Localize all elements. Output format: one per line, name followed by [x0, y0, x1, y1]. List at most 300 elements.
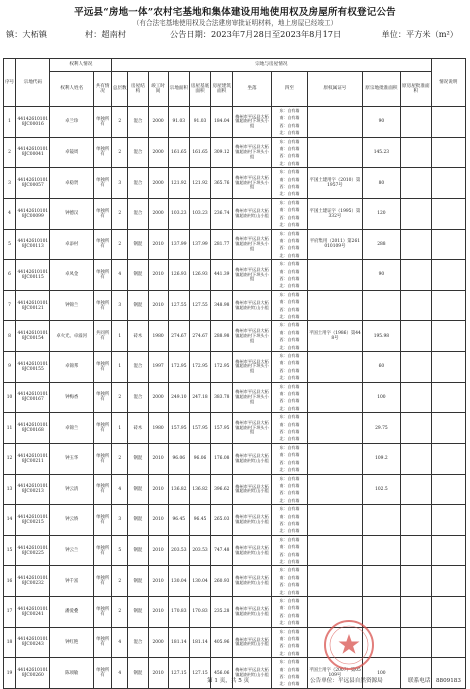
- boundary-direction-label: 南：: [279, 391, 288, 397]
- boundary-south-value: 自有墙: [287, 329, 300, 335]
- cell-boundary: [271, 260, 307, 291]
- cell-build-area: 281.77: [211, 229, 233, 260]
- boundary-direction-label: 北：: [279, 313, 288, 319]
- cell-location: 梅州市平远县大柘镇超南村红山小组: [233, 535, 271, 566]
- cell-note: [431, 535, 465, 566]
- header-note: 情况说明: [431, 59, 465, 107]
- cell-orig-house-area: [401, 505, 431, 536]
- cell-base-area: 130.04: [189, 566, 210, 597]
- cell-orig-area: 120: [362, 198, 400, 229]
- boundary-direction-label: 西：: [279, 184, 288, 190]
- cell-structure: 混合: [128, 382, 148, 413]
- boundary-west-value: 自有墙: [287, 367, 300, 373]
- cell-orig-area: 80: [362, 168, 400, 199]
- cell-build-area: 184.04: [211, 107, 233, 138]
- boundary-direction-label: 北：: [279, 283, 288, 289]
- boundary-direction-label: 南：: [279, 666, 288, 672]
- cell-boundary: [271, 566, 307, 597]
- cell-floors: 2: [112, 566, 128, 597]
- cell-orig-house-area: [401, 566, 431, 597]
- cell-orig-house-area: [401, 229, 431, 260]
- cell-base-area: 274.67: [189, 321, 210, 352]
- cell-code: 441426101018JC00041: [16, 137, 50, 168]
- boundary-south-value: 自有墙: [287, 666, 300, 672]
- boundary-west-value: 自有墙: [287, 122, 300, 128]
- boundary-east-value: 自有墙: [287, 598, 300, 603]
- boundary-direction-label: 北：: [279, 467, 288, 473]
- boundary-south-value: 自有墙: [287, 544, 300, 550]
- boundary-direction-label: 东：: [279, 414, 288, 420]
- cell-name: 卓凤金: [50, 260, 93, 291]
- table-row: [4, 597, 466, 628]
- cell-boundary: [271, 107, 307, 138]
- cell-structure: 钢混: [128, 474, 148, 505]
- cell-cert: [308, 566, 363, 597]
- boundary-south-value: 自有墙: [287, 636, 300, 642]
- cell-note: [431, 627, 465, 658]
- boundary-direction-label: 东：: [279, 138, 288, 144]
- cell-land-area: 136.82: [168, 474, 189, 505]
- cell-code: 441426101018JC00115: [16, 260, 50, 291]
- boundary-direction-label: 西：: [279, 582, 288, 588]
- boundary-east-value: 自有墙: [287, 659, 300, 665]
- cell-orig-area: 195.98: [362, 321, 400, 352]
- cell-land-area: 161.65: [168, 137, 189, 168]
- cell-boundary: [271, 505, 307, 536]
- cell-land-area: 91.03: [168, 107, 189, 138]
- cell-note: [431, 229, 465, 260]
- cell-floors: 2: [112, 198, 128, 229]
- boundary-west-value: 自有墙: [287, 153, 300, 159]
- table-row: [4, 443, 466, 474]
- cell-year: 2000: [148, 107, 168, 138]
- cell-floors: 3: [112, 505, 128, 536]
- cell-structure: 砖木: [128, 321, 148, 352]
- boundary-direction-label: 北：: [279, 589, 288, 595]
- cell-build-area: 405.96: [211, 627, 233, 658]
- header-cert: 原权属证号: [308, 72, 363, 107]
- cell-floors: 2: [112, 443, 128, 474]
- header-orig-house-area: 原房屋批准面积: [401, 72, 431, 107]
- cell-seq: 1: [4, 107, 16, 138]
- boundary-direction-label: 北：: [279, 375, 288, 381]
- cell-name: 钟红艳: [50, 627, 93, 658]
- boundary-west-value: 自有墙: [287, 275, 300, 281]
- cell-share: 单独所有: [93, 260, 111, 291]
- cell-floors: 1: [112, 352, 128, 383]
- boundary-south-value: 自有墙: [287, 482, 300, 488]
- cell-note: [431, 137, 465, 168]
- cell-name: 钟德汉: [50, 198, 93, 229]
- cell-floors: 4: [112, 474, 128, 505]
- cell-orig-house-area: [401, 352, 431, 383]
- boundary-direction-label: 南：: [279, 452, 288, 458]
- cell-seq: 17: [4, 597, 16, 628]
- cell-share: 单独所有: [93, 413, 111, 444]
- cell-floors: 3: [112, 168, 128, 199]
- cell-share: 单独所有: [93, 566, 111, 597]
- cell-base-area: 247.18: [189, 382, 210, 413]
- boundary-south-value: 自有墙: [287, 268, 300, 274]
- cell-code: 441426101018JC00232: [16, 566, 50, 597]
- table-row: [4, 535, 466, 566]
- boundary-direction-label: 东：: [279, 261, 288, 267]
- cell-name: 钟梅香: [50, 382, 93, 413]
- boundary-direction-label: 北：: [279, 558, 288, 564]
- cell-boundary: [271, 137, 307, 168]
- cell-cert: [308, 505, 363, 536]
- cell-floors: 2: [112, 137, 128, 168]
- cell-location: 梅州市平远县大柘镇超南村下坝头小组: [233, 260, 271, 291]
- cell-land-area: 127.55: [168, 290, 189, 321]
- cell-orig-area: 90: [362, 260, 400, 291]
- cell-name: 钟云兰: [50, 535, 93, 566]
- cell-structure: 钢混: [128, 658, 148, 689]
- cell-orig-house-area: [401, 597, 431, 628]
- cell-note: [431, 474, 465, 505]
- cell-structure: 混合: [128, 198, 148, 229]
- cell-land-area: 130.04: [168, 566, 189, 597]
- boundary-direction-label: 东：: [279, 444, 288, 450]
- table-row: [4, 474, 466, 505]
- header-land-group: 宗地与房屋情况: [112, 59, 431, 72]
- boundary-direction-label: 东：: [279, 322, 288, 328]
- boundary-south-value: 自有墙: [287, 146, 300, 152]
- cell-share: 单独所有: [93, 168, 111, 199]
- cell-base-area: 127.15: [189, 658, 210, 689]
- table-row: [4, 137, 466, 168]
- cell-floors: 4: [112, 627, 128, 658]
- boundary-direction-label: 西：: [279, 245, 288, 251]
- table-row: [4, 198, 466, 229]
- header-share: 共有情况: [93, 72, 111, 107]
- boundary-south-value: 自有墙: [287, 574, 300, 580]
- boundary-north-value: 自有墙: [287, 528, 300, 534]
- boundary-direction-label: 南：: [279, 513, 288, 519]
- table-row: [4, 505, 466, 536]
- cell-cert: [308, 443, 363, 474]
- cell-floors: 3: [112, 290, 128, 321]
- boundary-west-value: 自有墙: [287, 551, 300, 557]
- cell-floors: 1: [112, 413, 128, 444]
- boundary-east-value: 自有墙: [287, 536, 300, 542]
- cell-code: 441426101018JC00016: [16, 107, 50, 138]
- boundary-west-value: 自有墙: [287, 459, 300, 465]
- boundary-direction-label: 南：: [279, 176, 288, 182]
- boundary-east-value: 自有墙: [287, 506, 300, 512]
- cell-seq: 16: [4, 566, 16, 597]
- cell-name: 卓稳贤: [50, 168, 93, 199]
- hotline-label: 联系电话：8809183: [408, 678, 461, 684]
- cell-build-area: 383.78: [211, 382, 233, 413]
- town-label: 镇：大柘镇: [6, 29, 47, 39]
- cell-name: 卓火光、卓溢河: [50, 321, 93, 352]
- cell-orig-area: [362, 535, 400, 566]
- cell-location: 梅州市平远县大柘镇超南村红山小组: [233, 474, 271, 505]
- cell-build-area: 265.03: [211, 505, 233, 536]
- cell-code: 441426101018JC00211: [16, 443, 50, 474]
- village-label: 村：超南村: [85, 29, 126, 39]
- cell-year: 2010: [148, 658, 168, 689]
- boundary-south-value: 自有墙: [287, 207, 300, 213]
- cell-name: 钟千富: [50, 566, 93, 597]
- boundary-west-value: 自有墙: [287, 429, 300, 435]
- cell-orig-area: 100: [362, 382, 400, 413]
- cell-name: 卓兰珍: [50, 107, 93, 138]
- boundary-direction-label: 东：: [279, 536, 288, 542]
- cell-seq: 15: [4, 535, 16, 566]
- unit-label: 单位：平方米（m²）: [381, 29, 458, 39]
- cell-build-area: 236.74: [211, 198, 233, 229]
- cell-location: 梅州市平远县大柘镇超南村下坝头小组: [233, 413, 271, 444]
- notice-period: 公告日期：2023年7月28日至2023年8月17日: [170, 29, 342, 39]
- cell-boundary: [271, 535, 307, 566]
- cell-note: [431, 168, 465, 199]
- boundary-direction-label: 北：: [279, 405, 288, 411]
- boundary-direction-label: 东：: [279, 506, 288, 512]
- boundary-west-value: 自有墙: [287, 612, 300, 618]
- cell-location: 梅州市平远县大柘镇超南村下坝头小组: [233, 168, 271, 199]
- cell-orig-house-area: [401, 260, 431, 291]
- cell-name: 钟锦兰: [50, 290, 93, 321]
- cell-base-area: 170.83: [189, 597, 210, 628]
- cell-orig-area: 90: [362, 107, 400, 138]
- boundary-east-value: 自有墙: [287, 230, 300, 236]
- cell-orig-area: 145.23: [362, 137, 400, 168]
- table-row: [4, 290, 466, 321]
- boundary-south-value: 自有墙: [287, 421, 300, 427]
- boundary-east-value: 自有墙: [287, 291, 300, 297]
- boundary-direction-label: 西：: [279, 153, 288, 159]
- boundary-direction-label: 西：: [279, 337, 288, 343]
- boundary-direction-label: 南：: [279, 268, 288, 274]
- boundary-east-value: 自有墙: [287, 261, 300, 267]
- boundary-direction-label: 南：: [279, 482, 288, 488]
- cell-year: 2000: [148, 198, 168, 229]
- boundary-direction-label: 东：: [279, 598, 288, 603]
- boundary-direction-label: 南：: [279, 421, 288, 427]
- boundary-direction-label: 北：: [279, 681, 288, 687]
- boundary-west-value: 自有墙: [287, 674, 300, 680]
- cell-boundary: [271, 413, 307, 444]
- cell-code: 441426101018JC00243: [16, 627, 50, 658]
- cell-structure: 钢混: [128, 566, 148, 597]
- boundary-east-value: 自有墙: [287, 414, 300, 420]
- cell-structure: 钢混: [128, 535, 148, 566]
- registration-table: [3, 58, 466, 689]
- cell-year: 2010: [148, 290, 168, 321]
- cell-code: 441426101018JC00168: [16, 413, 50, 444]
- header-year: 竣工时间: [148, 72, 168, 107]
- cell-location: 梅州市平远县大柘镇超南村红山小组: [233, 505, 271, 536]
- cell-structure: 钢混: [128, 229, 148, 260]
- cell-note: [431, 107, 465, 138]
- boundary-north-value: 自有墙: [287, 467, 300, 473]
- cell-cert: [308, 260, 363, 291]
- cell-boundary: [271, 229, 307, 260]
- boundary-direction-label: 南：: [279, 329, 288, 335]
- boundary-east-value: 自有墙: [287, 169, 300, 175]
- cell-build-area: 176.08: [211, 443, 233, 474]
- boundary-east-value: 自有墙: [287, 567, 300, 573]
- cell-base-area: 137.99: [189, 229, 210, 260]
- boundary-direction-label: 西：: [279, 214, 288, 220]
- boundary-direction-label: 北：: [279, 160, 288, 166]
- cell-year: 2010: [148, 260, 168, 291]
- cell-seq: 6: [4, 260, 16, 291]
- boundary-direction-label: 北：: [279, 528, 288, 534]
- boundary-direction-label: 北：: [279, 191, 288, 197]
- header-owner-group: 权利人情况: [50, 59, 112, 72]
- boundary-direction-label: 东：: [279, 353, 288, 358]
- cell-orig-house-area: [401, 198, 431, 229]
- cell-note: [431, 597, 465, 628]
- cell-boundary: [271, 382, 307, 413]
- table-row: [4, 352, 466, 383]
- boundary-direction-label: 南：: [279, 237, 288, 243]
- cell-cert: [308, 290, 363, 321]
- cell-floors: 1: [112, 321, 128, 352]
- boundary-direction-label: 西：: [279, 520, 288, 526]
- cell-location: 梅州市平远县大柘镇超南村下坝头小组: [233, 107, 271, 138]
- cell-base-area: 136.82: [189, 474, 210, 505]
- cell-name: 陈项敏: [50, 658, 93, 689]
- cell-seq: 14: [4, 505, 16, 536]
- cell-orig-house-area: [401, 474, 431, 505]
- boundary-north-value: 自有墙: [287, 436, 300, 442]
- header-land-area: 宗地面积: [168, 72, 189, 107]
- cell-land-area: 137.99: [168, 229, 189, 260]
- cell-location: 梅州市平远县大柘镇超南村下坝头小组: [233, 321, 271, 352]
- boundary-direction-label: 南：: [279, 299, 288, 305]
- cell-land-area: 126.93: [168, 260, 189, 291]
- boundary-west-value: 自有墙: [287, 520, 300, 526]
- boundary-direction-label: 南：: [279, 207, 288, 213]
- cell-cert: 平国土用字（1986）第448号: [308, 321, 363, 352]
- cell-location: 梅州市平远县大柘镇超南村红山小组: [233, 290, 271, 321]
- boundary-west-value: 自有墙: [287, 337, 300, 343]
- cell-seq: 4: [4, 198, 16, 229]
- cell-year: 1980: [148, 321, 168, 352]
- cell-orig-area: [362, 566, 400, 597]
- cell-base-area: 96.06: [189, 443, 210, 474]
- cell-name: 钟云清: [50, 474, 93, 505]
- cell-structure: 混合: [128, 168, 148, 199]
- cell-boundary: [271, 290, 307, 321]
- cell-orig-area: 100: [362, 658, 400, 689]
- cell-location: 梅州市平远县大柘镇超南村下坝头小组: [233, 382, 271, 413]
- boundary-west-value: 自有墙: [287, 582, 300, 588]
- cell-land-area: 203.53: [168, 535, 189, 566]
- boundary-direction-label: 西：: [279, 551, 288, 557]
- boundary-west-value: 自有墙: [287, 214, 300, 220]
- cell-share: 单独所有: [93, 597, 111, 628]
- notice-footer: [0, 676, 470, 686]
- boundary-south-value: 自有墙: [287, 115, 300, 121]
- table-row: [4, 382, 466, 413]
- boundary-direction-label: 东：: [279, 230, 288, 236]
- boundary-direction-label: 北：: [279, 650, 288, 656]
- header-floors: 总层数: [112, 72, 128, 107]
- cell-base-area: 103.23: [189, 198, 210, 229]
- cell-boundary: [271, 321, 307, 352]
- table-row: [4, 168, 466, 199]
- cell-year: 2000: [148, 382, 168, 413]
- cell-seq: 7: [4, 290, 16, 321]
- cell-name: 卓锦邦: [50, 352, 93, 383]
- header-orig-area: 原宗地批准面积: [362, 72, 400, 107]
- cell-land-area: 103.23: [168, 198, 189, 229]
- cell-floors: 2: [112, 107, 128, 138]
- cell-build-area: 456.06: [211, 658, 233, 689]
- boundary-north-value: 自有墙: [287, 313, 300, 319]
- cell-build-area: 365.76: [211, 168, 233, 199]
- header-seq: 序号: [4, 59, 16, 107]
- boundary-north-value: 自有墙: [287, 222, 300, 228]
- cell-land-area: 170.83: [168, 597, 189, 628]
- boundary-direction-label: 西：: [279, 643, 288, 649]
- boundary-west-value: 自有墙: [287, 398, 300, 404]
- boundary-south-value: 自有墙: [287, 605, 300, 611]
- page-indicator: 第 1 页，共 5 页: [207, 678, 250, 684]
- cell-boundary: [271, 627, 307, 658]
- table-row: [4, 413, 466, 444]
- boundary-direction-label: 东：: [279, 169, 288, 175]
- boundary-north-value: 自有墙: [287, 589, 300, 595]
- cell-note: [431, 290, 465, 321]
- boundary-direction-label: 东：: [279, 567, 288, 573]
- cell-note: [431, 566, 465, 597]
- cell-orig-house-area: [401, 321, 431, 352]
- cell-note: [431, 382, 465, 413]
- cell-location: 梅州市平远县大柘镇超南村红山小组: [233, 198, 271, 229]
- boundary-direction-label: 东：: [279, 108, 288, 113]
- cell-orig-area: 109.2: [362, 443, 400, 474]
- boundary-north-value: 自有墙: [287, 344, 300, 350]
- cell-structure: 砖木: [128, 413, 148, 444]
- boundary-south-value: 自有墙: [287, 299, 300, 305]
- cell-share: 单独所有: [93, 229, 111, 260]
- cell-boundary: [271, 352, 307, 383]
- boundary-north-value: 自有墙: [287, 405, 300, 411]
- boundary-south-value: 自有墙: [287, 452, 300, 458]
- cell-build-area: 260.93: [211, 566, 233, 597]
- cell-base-area: 126.93: [189, 260, 210, 291]
- cell-cert: [308, 382, 363, 413]
- cell-structure: 混合: [128, 137, 148, 168]
- cell-share: 单独所有: [93, 290, 111, 321]
- cell-boundary: [271, 168, 307, 199]
- cell-share: 单独所有: [93, 137, 111, 168]
- cell-boundary: [271, 443, 307, 474]
- boundary-direction-label: 南：: [279, 115, 288, 121]
- header-build-area: 房屋建筑面积: [211, 72, 233, 107]
- cell-share: 单独所有: [93, 443, 111, 474]
- cell-year: 2000: [148, 137, 168, 168]
- cell-seq: 13: [4, 474, 16, 505]
- cell-share: 单独所有: [93, 627, 111, 658]
- cell-seq: 2: [4, 137, 16, 168]
- cell-cert: 平国土建用字（2010）第1957号: [308, 168, 363, 199]
- notice-subtitle: （有合法宅基地使用权及合法建房审批证明材料，地上房屋已经竣工）: [132, 19, 338, 27]
- cell-orig-house-area: [401, 535, 431, 566]
- boundary-direction-label: 东：: [279, 659, 288, 665]
- cell-build-area: 441.39: [211, 260, 233, 291]
- cell-code: 441426101018JC00099: [16, 198, 50, 229]
- cell-name: 潘爱叠: [50, 597, 93, 628]
- cell-structure: 钢混: [128, 505, 148, 536]
- header-name: 权利人姓名: [50, 72, 93, 107]
